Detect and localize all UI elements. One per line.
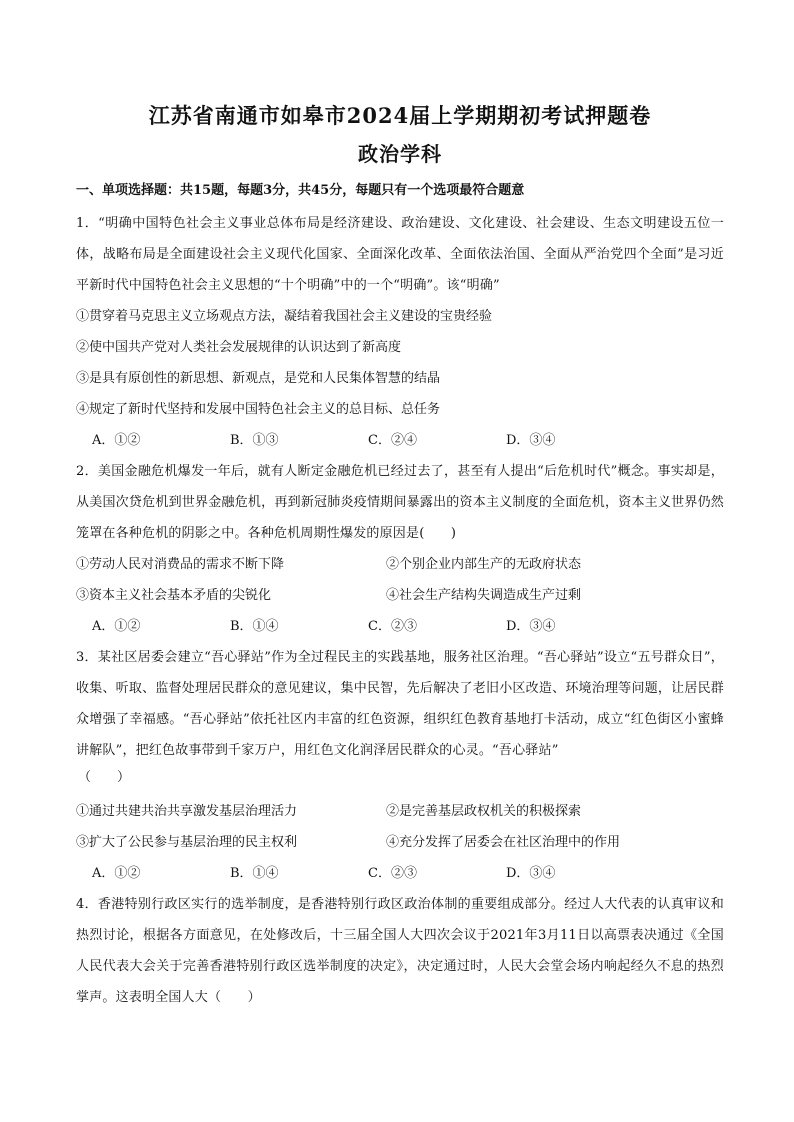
question-2-statement-4: ④社会生产结构失调造成生产过剩 [386,588,582,603]
exam-title: 江苏省南通市如皋市2024届上学期期初考试押题卷 [148,103,652,128]
question-2-choice-a: A．①② [92,619,141,634]
question-3-statement-4: ④充分发挥了居委会在社区治理中的作用 [386,835,621,850]
question-2-statement-2: ②个别企业内部生产的无政府状态 [386,557,582,572]
question-1 [76,208,724,456]
question-2-statement-3: ③资本主义社会基本矛盾的尖锐化 [76,588,272,603]
question-3-stem: 3．某社区居委会建立“吾心驿站”作为全过程民主的实践基地，服务社区治理。“吾心驿站”设立“五号群众日”，收集、听取、监督处理居民群众的意见建议，集中民智，先后解决了老旧小区改造、环境治理等问题，让居民群众增强了幸福感。“吾心驿站”依托社区内丰富的红色资源，组织红色教育基地打卡活动，成立“红色街区小蜜蜂讲解队”，把红色故事带到千家万户，用红色文化润泽居民群众的心灵。“吾心驿站” [76,650,724,758]
question-1-statement-2: ②使中国共产党对人类社会发展规律的认识达到了新高度 [76,340,402,355]
question-2-statements-row-2 [76,580,724,611]
question-2-stem: 2．美国金融危机爆发一年后，就有人断定金融危机已经过去了，甚至有人提出“后危机时代”概念。事实却是，从美国次贷危机到世界金融危机，再到新冠肺炎疫情期间暴露出的资本主义制度的全面危机，资本主义世界仍然笼罩在各种危机的阴影之中。各种危机周期性爆发的原因是( ) [76,464,724,541]
question-3-statement-3: ③扩大了公民参与基层治理的民主权利 [76,835,298,850]
question-1-choice-b: B．①③ [230,433,279,448]
question-1-choice-a: A．①② [92,433,141,448]
question-1-statement-4: ④规定了新时代坚持和发展中国特色社会主义的总目标、总任务 [76,402,441,417]
question-3-statements-row-2 [76,827,724,858]
question-3-choices [76,858,724,889]
question-3-statements-row-1 [76,796,724,827]
question-1-statement-3: ③是具有原创性的新思想、新观点，是党和人民集体智慧的结晶 [76,371,441,386]
question-3-choice-d: D．③④ [506,866,556,881]
question-2-statement-1: ①劳动人民对消费品的需求不断下降 [76,557,285,572]
question-2-choice-b: B．①④ [230,619,279,634]
question-2-choices [76,611,724,642]
question-2-choice-c: C．②③ [368,619,417,634]
question-4-stem: 4．香港特别行政区实行的选举制度，是香港特别行政区政治体制的重要组成部分。经过人大代表的认真审议和热烈讨论，根据各方面意见，在处修改后，十三届全国人大四次会议于2021年3月11日以高票表决通过《全国人民代表大会关于完善香港特别行政区选举制度的决定》，决定通过时，人民大会堂会场内响起经久不息的热烈掌声。这表明全国人大（ ） [76,897,724,1005]
question-3-answer-paren: （ ） [78,770,131,785]
question-1-choice-c: C．②④ [368,433,417,448]
question-3-choice-b: B．①④ [230,866,279,881]
question-2 [76,456,724,642]
question-2-statements-row-1 [76,549,724,580]
question-3-statement-1: ①通过共建共治共享激发基层治理活力 [76,804,298,819]
subject-title: 政治学科 [358,142,442,166]
question-3-choice-c: C．②③ [368,866,417,881]
section-heading: 一、单项选择题：共15题，每题3分，共45分，每题只有一个选项最符合题意 [76,183,525,198]
question-4 [76,889,724,1013]
question-1-statement-1: ①贯穿着马克思主义立场观点方法，凝结着我国社会主义建设的宝贵经验 [76,309,493,324]
question-3-statement-2: ②是完善基层政权机关的积极探索 [386,804,582,819]
question-2-choice-d: D．③④ [506,619,556,634]
question-1-choice-d: D．③④ [506,433,556,448]
question-3-choice-a: A．①② [92,866,141,881]
question-1-stem: 1．“明确中国特色社会主义事业总体布局是经济建设、政治建设、文化建设、社会建设、生态文明建设五位一体，战略布局是全面建设社会主义现代化国家、全面深化改革、全面依法治国、全面从严治党四个全面”是习近平新时代中国特色社会主义思想的“十个明确”中的一个“明确”。该“明确” [76,216,724,293]
question-3 [76,642,724,889]
question-1-choices [76,425,724,456]
